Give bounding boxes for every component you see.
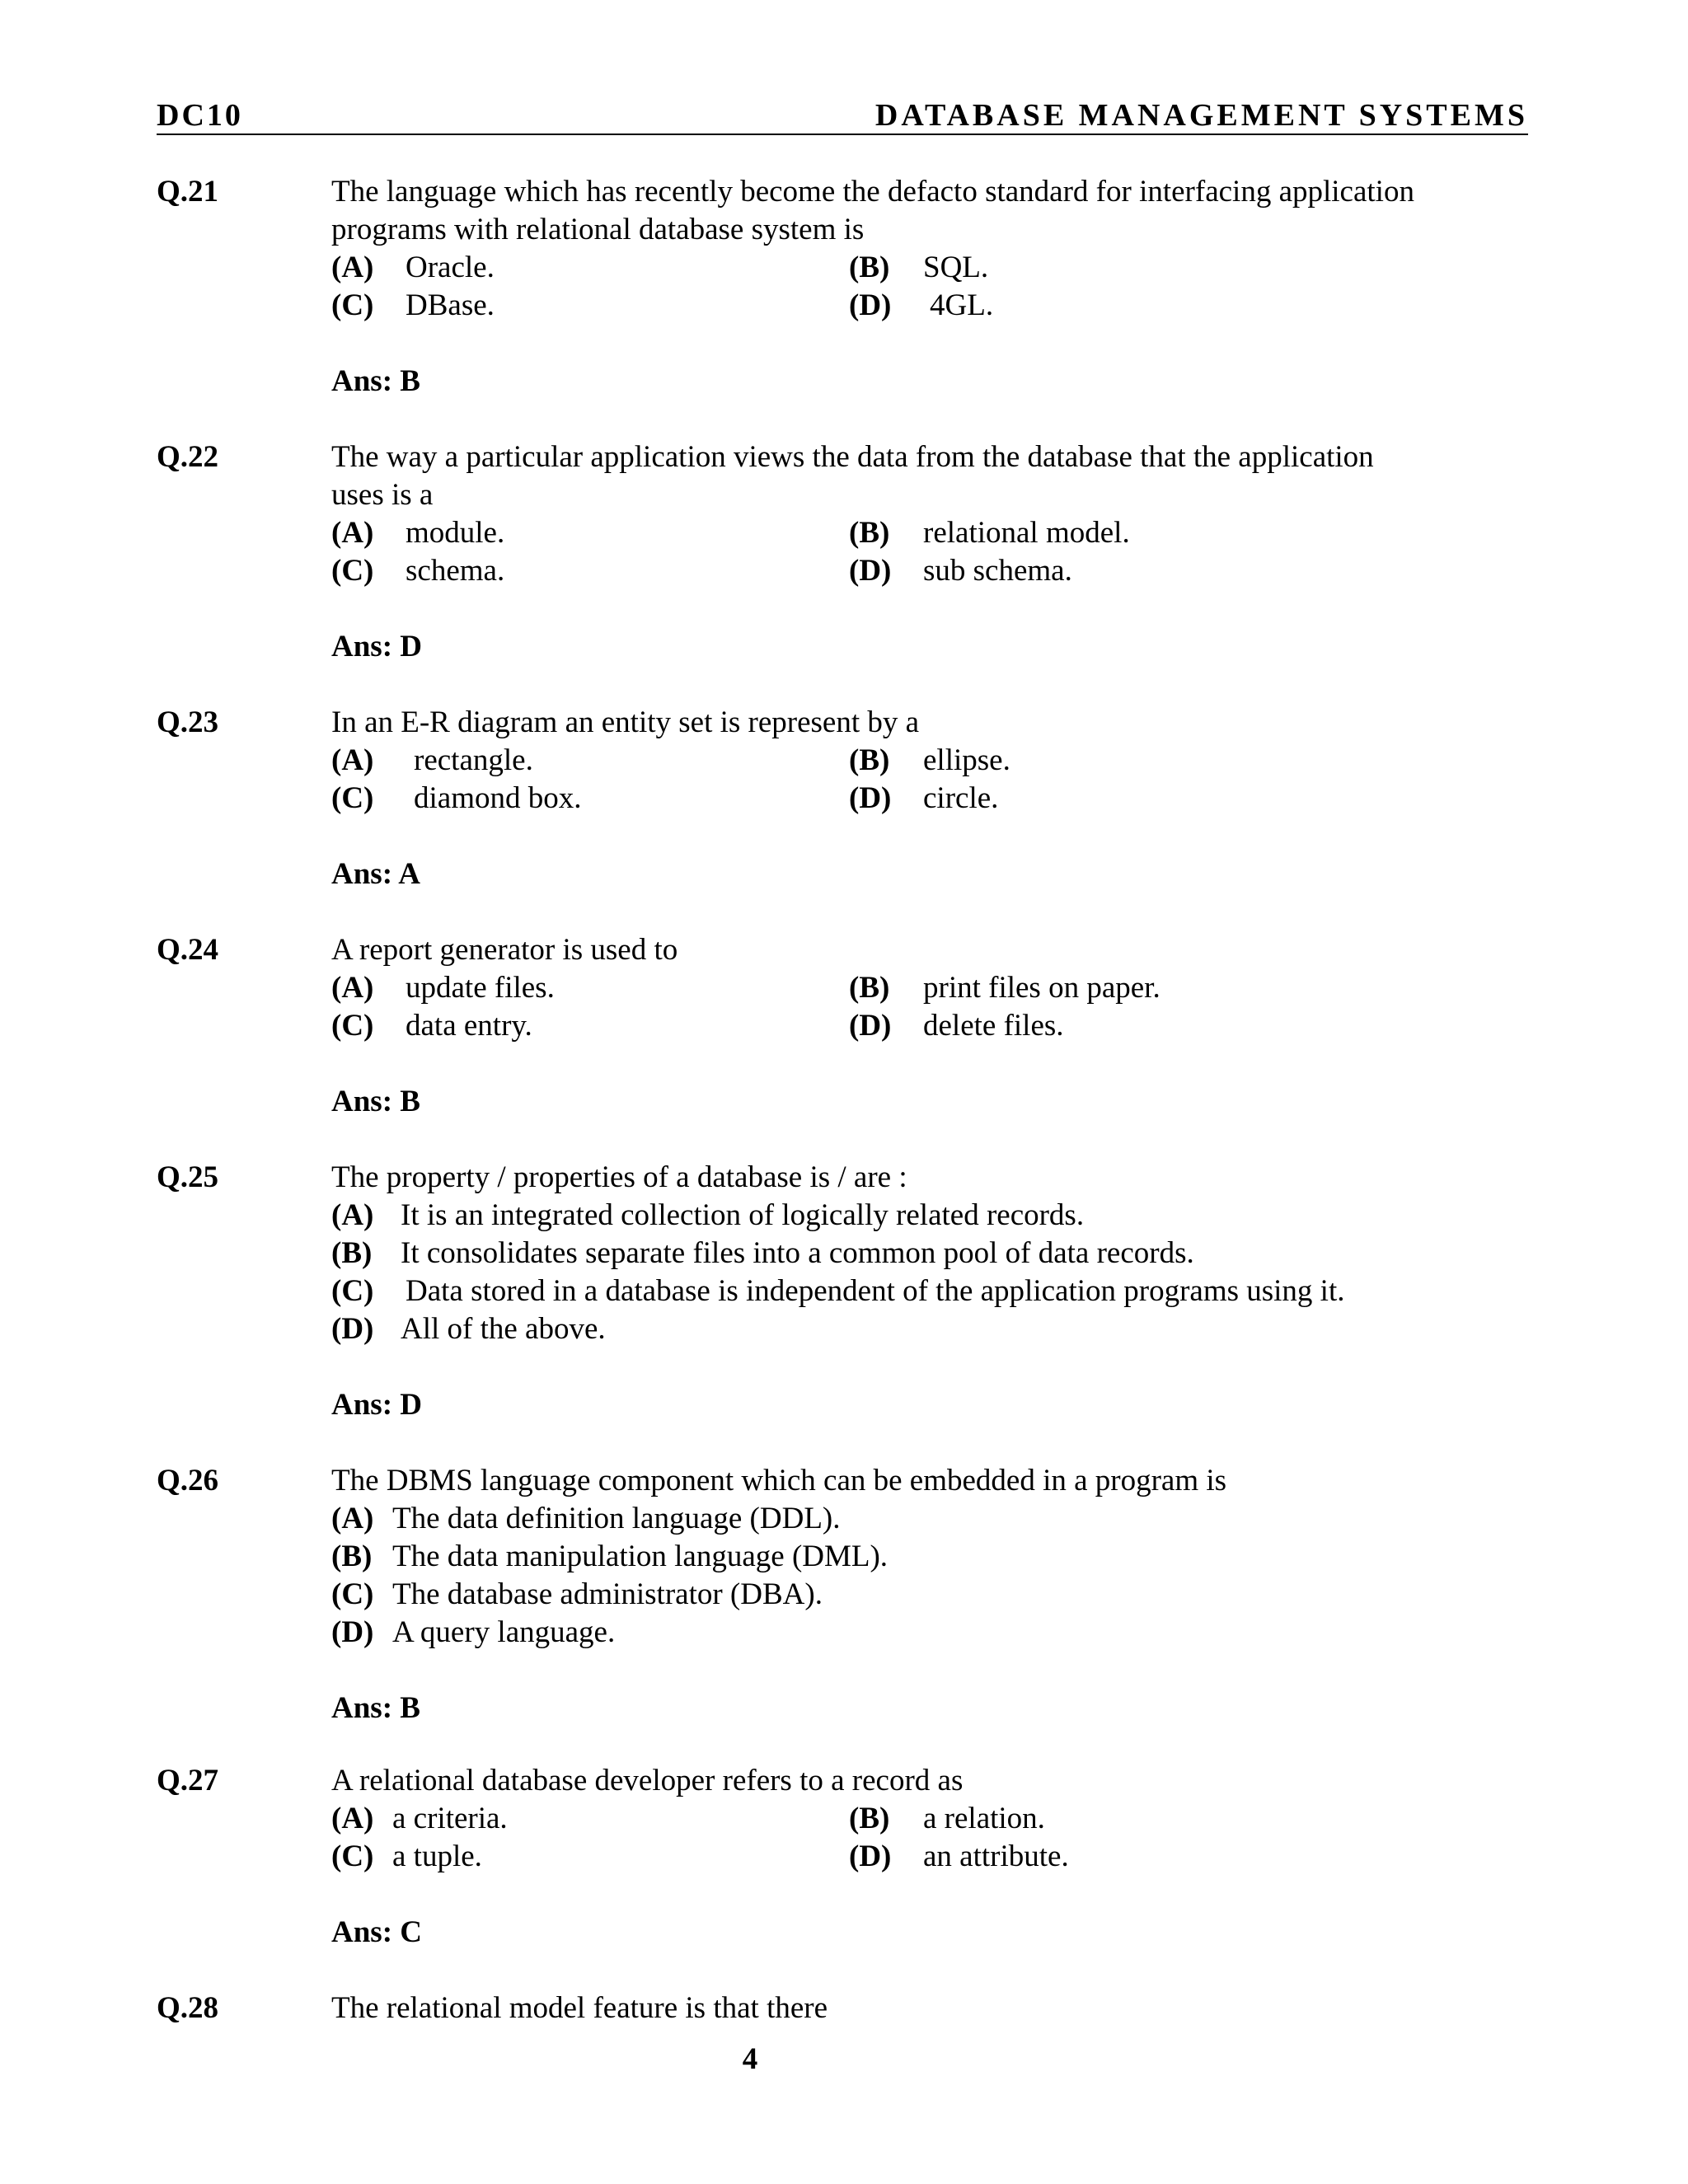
page-header bbox=[157, 97, 1528, 135]
option-row bbox=[331, 1007, 1535, 1045]
option-b bbox=[849, 514, 1130, 552]
option-label: (A) bbox=[331, 1502, 374, 1535]
option-c bbox=[331, 1007, 532, 1045]
option-label: (B) bbox=[331, 1236, 373, 1270]
option-row bbox=[331, 969, 1535, 1007]
option-row bbox=[331, 249, 1535, 287]
question-number: Q.24 bbox=[157, 933, 219, 967]
answer: Ans: D bbox=[331, 1388, 422, 1422]
answer: Ans: B bbox=[331, 1691, 420, 1725]
option-text: The data manipulation language (DML). bbox=[392, 1540, 889, 1573]
option-text: circle. bbox=[923, 781, 999, 815]
answer: Ans: A bbox=[331, 857, 420, 891]
option-d bbox=[849, 780, 998, 818]
option-label: (A) bbox=[331, 1198, 374, 1232]
option-row bbox=[331, 742, 1535, 780]
option-label: (A) bbox=[331, 971, 374, 1005]
question-number: Q.27 bbox=[157, 1764, 219, 1797]
option-text: diamond box. bbox=[414, 781, 582, 815]
option-row bbox=[331, 1800, 1535, 1838]
question-block bbox=[331, 173, 1535, 325]
option-label: (D) bbox=[849, 288, 892, 322]
option-d bbox=[849, 1838, 1069, 1876]
option-c bbox=[331, 1272, 1535, 1310]
option-label: (B) bbox=[849, 971, 890, 1005]
question-text: The language which has recently become the defacto standard for interfacing application programs with relational database system is bbox=[331, 175, 1414, 246]
option-label: (C) bbox=[331, 554, 374, 588]
option-d bbox=[849, 1007, 1064, 1045]
option-text: rectangle. bbox=[414, 743, 533, 777]
answer: Ans: D bbox=[331, 630, 422, 663]
option-label: (A) bbox=[331, 743, 374, 777]
option-text: All of the above. bbox=[401, 1312, 606, 1346]
option-text: It consolidates separate files into a common pool of data records. bbox=[401, 1236, 1194, 1270]
option-c bbox=[331, 1576, 1535, 1614]
option-text: The data definition language (DDL). bbox=[392, 1502, 841, 1535]
question-text: A report generator is used to bbox=[331, 933, 678, 967]
question-block bbox=[331, 1762, 1535, 1876]
option-label: (B) bbox=[849, 743, 890, 777]
option-label: (D) bbox=[849, 554, 892, 588]
option-label: (A) bbox=[331, 251, 374, 284]
question-number: Q.28 bbox=[157, 1991, 219, 2025]
option-text: DBase. bbox=[406, 288, 495, 322]
question-number: Q.21 bbox=[157, 175, 219, 209]
answer: Ans: B bbox=[331, 1085, 420, 1118]
question-text: The relational model feature is that there bbox=[331, 1991, 828, 2025]
question-number: Q.22 bbox=[157, 440, 219, 474]
option-row bbox=[331, 780, 1535, 818]
option-text: SQL. bbox=[923, 251, 989, 284]
question-text: The way a particular application views the data from the database that the application uses is a bbox=[331, 440, 1374, 512]
option-label: (B) bbox=[849, 251, 890, 284]
option-a bbox=[331, 249, 495, 287]
option-a bbox=[331, 742, 533, 780]
option-row bbox=[331, 514, 1535, 552]
option-label: (D) bbox=[331, 1615, 374, 1649]
option-text: data entry. bbox=[406, 1009, 532, 1043]
option-row bbox=[331, 552, 1535, 590]
option-label: (B) bbox=[849, 516, 890, 550]
question-block bbox=[331, 1462, 1535, 1652]
option-b bbox=[849, 249, 988, 287]
option-label: (C) bbox=[331, 1009, 374, 1043]
option-text: Oracle. bbox=[406, 251, 495, 284]
option-label: (C) bbox=[331, 1577, 374, 1611]
option-b bbox=[331, 1538, 1535, 1576]
option-b bbox=[849, 969, 1160, 1007]
option-text: It is an integrated collection of logically related records. bbox=[401, 1198, 1085, 1232]
option-c bbox=[331, 552, 504, 590]
question-block bbox=[331, 931, 1535, 1045]
option-text: module. bbox=[406, 516, 505, 550]
option-text: A query language. bbox=[392, 1615, 616, 1649]
option-text: update files. bbox=[406, 971, 555, 1005]
question-text: A relational database developer refers to a record as bbox=[331, 1764, 964, 1797]
option-text: relational model. bbox=[923, 516, 1130, 550]
option-d bbox=[331, 1310, 1535, 1348]
question-text: The DBMS language component which can be embedded in a program is bbox=[331, 1464, 1227, 1497]
question-text: In an E-R diagram an entity set is represent by a bbox=[331, 705, 920, 739]
option-text: 4GL. bbox=[930, 288, 994, 322]
question-block bbox=[331, 704, 1535, 818]
question-number: Q.23 bbox=[157, 705, 219, 739]
option-label: (D) bbox=[849, 781, 892, 815]
option-a bbox=[331, 1500, 1535, 1538]
option-label: (D) bbox=[849, 1840, 892, 1873]
option-d bbox=[331, 1614, 1535, 1652]
option-row bbox=[331, 287, 1535, 325]
option-b bbox=[849, 742, 1010, 780]
option-text: a relation. bbox=[923, 1802, 1045, 1835]
page-number: 4 bbox=[742, 2042, 758, 2076]
option-label: (D) bbox=[849, 1009, 892, 1043]
question-number: Q.25 bbox=[157, 1160, 219, 1194]
option-b bbox=[331, 1235, 1535, 1272]
option-text: a criteria. bbox=[392, 1802, 508, 1835]
option-a bbox=[331, 1197, 1535, 1235]
question-block bbox=[331, 1159, 1535, 1348]
option-text: Data stored in a database is independent of the application programs using it. bbox=[406, 1274, 1345, 1308]
option-label: (B) bbox=[849, 1802, 890, 1835]
document-title: DATABASE MANAGEMENT SYSTEMS bbox=[874, 98, 1528, 133]
option-label: (C) bbox=[331, 288, 374, 322]
answer: Ans: B bbox=[331, 364, 420, 398]
option-c bbox=[331, 1838, 482, 1876]
option-d bbox=[849, 287, 993, 325]
option-text: The database administrator (DBA). bbox=[392, 1577, 823, 1611]
option-a bbox=[331, 969, 555, 1007]
question-text: The property / properties of a database is / are : bbox=[331, 1160, 907, 1194]
option-text: schema. bbox=[406, 554, 505, 588]
option-text: sub schema. bbox=[923, 554, 1072, 588]
option-c bbox=[331, 780, 581, 818]
option-text: a tuple. bbox=[392, 1840, 482, 1873]
option-label: (B) bbox=[331, 1540, 373, 1573]
course-code: DC10 bbox=[157, 98, 243, 133]
question-block bbox=[331, 1990, 1535, 2027]
option-label: (A) bbox=[331, 516, 374, 550]
question-block bbox=[331, 438, 1535, 590]
option-label: (C) bbox=[331, 781, 374, 815]
option-text: ellipse. bbox=[923, 743, 1010, 777]
option-a bbox=[331, 1800, 508, 1838]
option-row bbox=[331, 1838, 1535, 1876]
option-d bbox=[849, 552, 1072, 590]
option-label: (C) bbox=[331, 1840, 374, 1873]
option-label: (C) bbox=[331, 1274, 374, 1308]
option-b bbox=[849, 1800, 1045, 1838]
option-text: delete files. bbox=[923, 1009, 1064, 1043]
question-number: Q.26 bbox=[157, 1464, 219, 1497]
option-text: an attribute. bbox=[923, 1840, 1069, 1873]
option-c bbox=[331, 287, 495, 325]
option-label: (D) bbox=[331, 1312, 374, 1346]
answer: Ans: C bbox=[331, 1915, 422, 1949]
option-text: print files on paper. bbox=[923, 971, 1160, 1005]
option-a bbox=[331, 514, 504, 552]
option-label: (A) bbox=[331, 1802, 374, 1835]
